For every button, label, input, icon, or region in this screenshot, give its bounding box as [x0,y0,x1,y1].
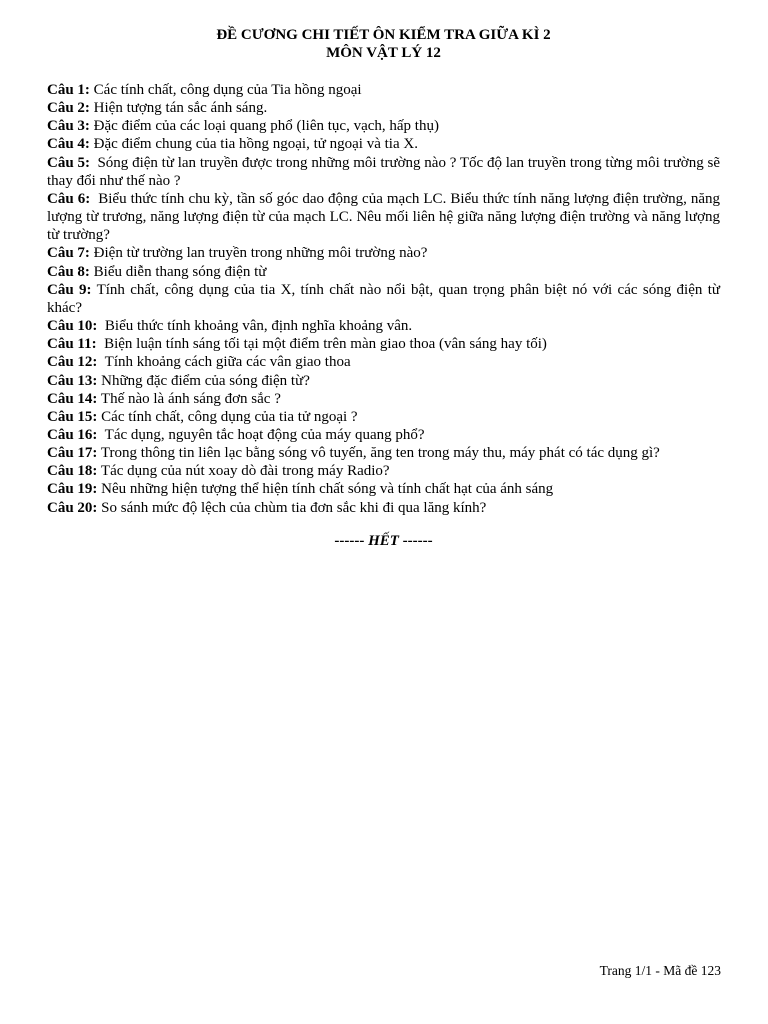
question-item [47,190,724,244]
question-label: Câu 9: [47,281,92,298]
question-text: Tác dụng của nút xoay dò đài trong máy Radio? [97,463,390,480]
question-label: Câu 7: [47,245,90,262]
question-text: So sánh mức độ lệch của chùm tia đơn sắc khi đi qua lăng kính? [97,499,487,516]
end-mark [47,533,720,550]
question-text: Tính chất, công dụng của tia X, tính chất nào nổi bật, quan trọng phân biệt nó với các sóng điện từ khác? [47,281,724,316]
question-item [47,135,720,153]
question-label: Câu 17: [47,445,98,462]
document-title-line2: MÔN VẬT LÝ 12 [326,45,441,61]
question-item [47,408,720,426]
question-label: Câu 19: [47,481,98,498]
question-item [47,372,720,390]
question-text: Đặc điểm của các loại quang phổ (liên tục, vạch, hấp thụ) [89,118,439,135]
question-label: Câu 13: [47,372,98,389]
question-item [47,317,720,335]
question-text: Biểu thức tính khoảng vân, định nghĩa khoảng vân. [97,318,413,335]
question-label: Câu 15: [47,408,98,425]
question-text: Sóng điện từ lan truyền được trong những môi trường nào ? Tốc độ lan truyền trong từng môi trường sẽ thay đổi như thế nào ? [47,154,724,189]
question-text: Thế nào là ánh sáng đơn sắc ? [97,390,281,407]
page-footer: Trang 1/1 - Mã đề 123 [599,963,721,978]
question-item [47,99,720,117]
question-label: Câu 1: [47,82,90,98]
document-title-line1: ĐỀ CƯƠNG CHI TIẾT ÔN KIỂM TRA GIỮA KÌ 2 [216,27,551,43]
question-label: Câu 10: [47,318,98,335]
question-label: Câu 18: [47,463,98,480]
question-text: Nêu những hiện tượng thể hiện tính chất sóng và tính chất hạt của ánh sáng [97,481,554,498]
question-item [47,462,720,480]
question-text: Các tính chất, công dụng của tia tử ngoại ? [97,408,358,425]
question-text: Biểu thức tính chu kỳ, tần số góc dao động của mạch LC. Biểu thức tính năng lượng điện trường, năng lượng từ trương, năng lượng điện từ của mạch LC. Nêu mối liên hệ giữa năng lượng điện trường và năng lượng từ trường? [47,190,724,244]
question-item [47,480,720,498]
question-label: Câu 20: [47,499,98,516]
question-item [47,81,720,99]
end-mark-prefix: ------ [334,532,369,549]
question-label: Câu 12: [47,354,98,371]
question-label: Câu 6: [47,190,91,207]
document-page [47,26,724,550]
question-item [47,244,720,262]
question-text: Các tính chất, công dụng của Tia hồng ngoại [89,82,362,98]
question-label: Câu 2: [47,100,90,117]
question-text: Tính khoảng cách giữa các vân giao thoa [97,354,351,371]
question-item [47,335,720,353]
question-item [47,281,724,317]
question-text: Biện luận tính sáng tối tại một điểm trên màn giao thoa (vân sáng hay tối) [96,336,547,353]
question-label: Câu 16: [47,426,98,443]
question-text: Đặc điểm chung của tia hồng ngoại, tử ngoại và tia X. [89,136,418,153]
question-label: Câu 11: [47,336,97,353]
question-label: Câu 3: [47,118,90,135]
question-label: Câu 4: [47,136,90,153]
question-text: Trong thông tin liên lạc bằng sóng vô tuyến, ăng ten trong máy thu, máy phát có tác dụng gì? [97,445,660,462]
question-label: Câu 5: [47,154,90,171]
question-label: Câu 8: [47,263,90,280]
question-item [47,444,720,462]
end-mark-suffix: ------ [398,532,433,549]
question-text: Hiện tượng tán sắc ánh sáng. [89,100,268,117]
question-item [47,117,720,135]
question-text: Điện từ trường lan truyền trong những môi trường nào? [89,245,428,262]
end-mark-word: HẾT [368,532,399,549]
question-text: Những đặc điểm của sóng điện từ? [97,372,310,389]
question-item [47,499,720,517]
question-item [47,426,720,444]
question-item [47,154,724,190]
question-text: Biểu diễn thang sóng điện từ [89,263,267,280]
question-text: Tác dụng, nguyên tắc hoạt động của máy quang phổ? [97,426,425,443]
question-item [47,263,720,281]
question-item [47,390,720,408]
question-label: Câu 14: [47,390,98,407]
question-list [47,81,724,517]
question-item [47,353,720,371]
